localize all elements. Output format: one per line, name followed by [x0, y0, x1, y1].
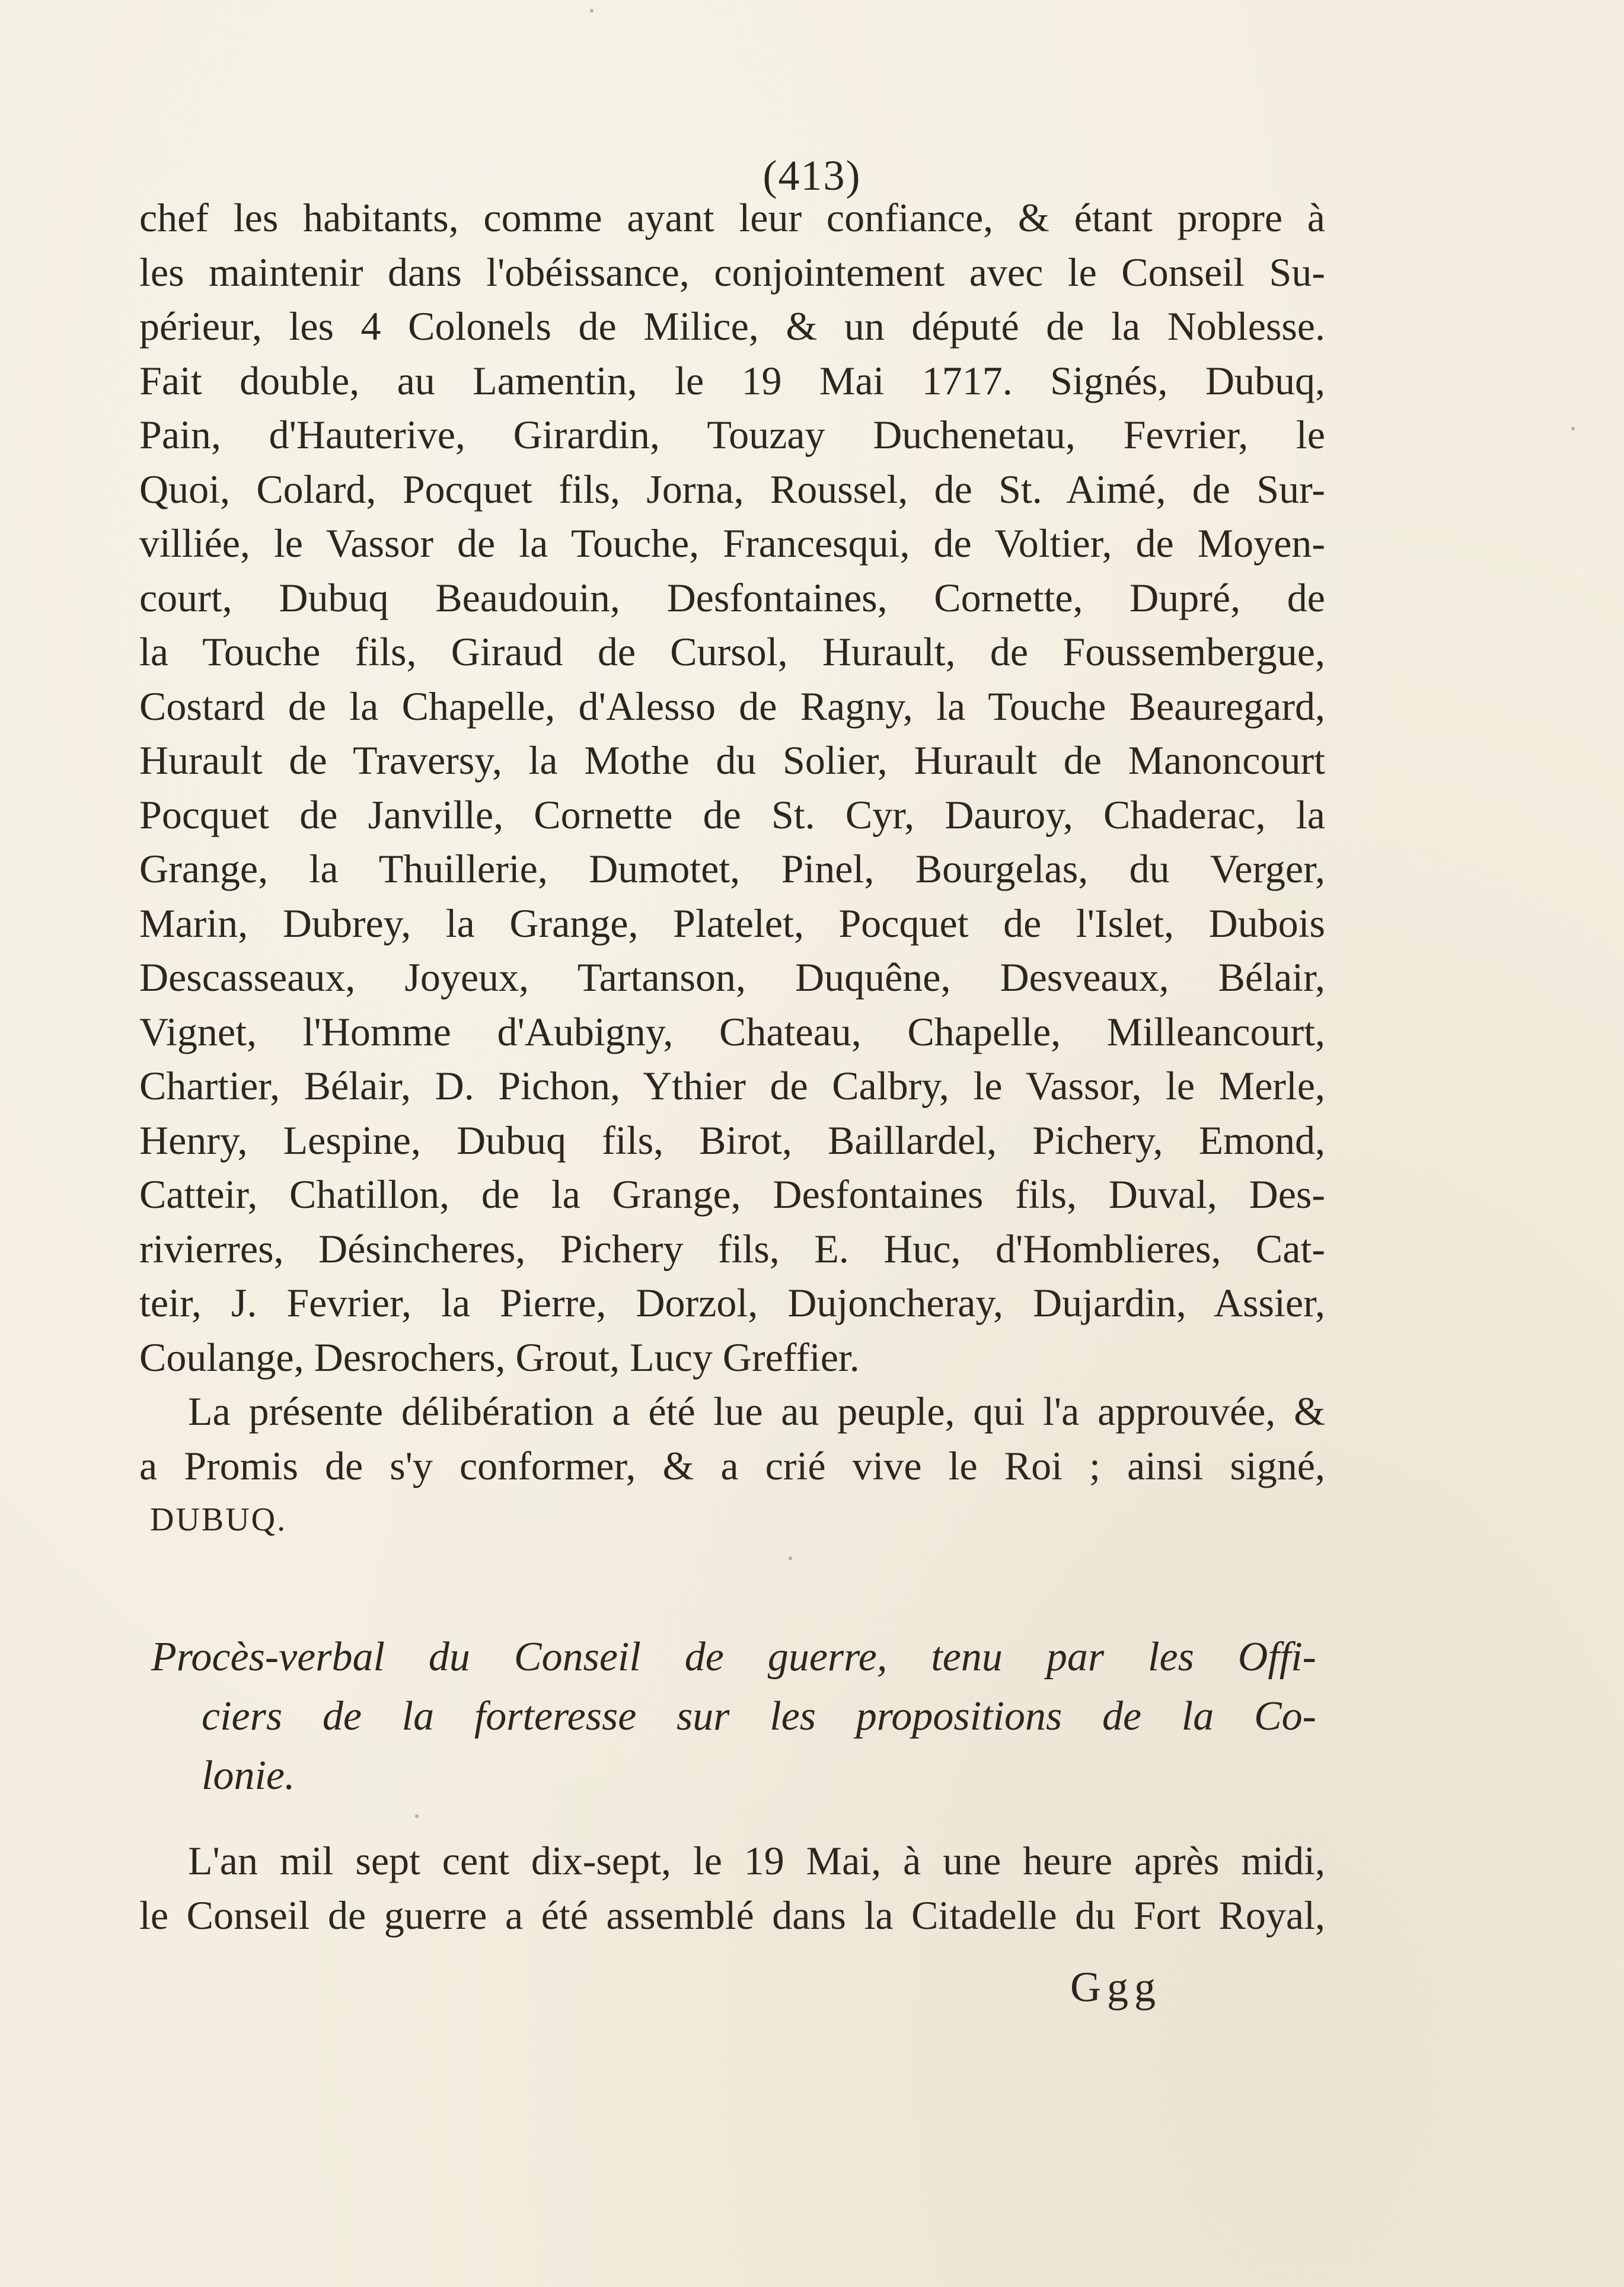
catchword: Ggg [1070, 1963, 1162, 2011]
text-line: court, Dubuq Beaudouin, Desfontaines, Cornette, Dupré, de [139, 575, 1325, 620]
heading-line: Procès-verbal du Conseil de guerre, tenu par les Offi- [151, 1634, 1316, 1680]
paper-speck [415, 1814, 419, 1818]
text-line: la Touche fils, Giraud de Cursol, Hurault, de Foussembergue, [139, 629, 1325, 674]
text-line: Costard de la Chapelle, d'Alesso de Ragny, la Touche Beauregard, [139, 683, 1325, 729]
text-line: périeur, les 4 Colonels de Milice, & un député de la Noblesse. [139, 304, 1325, 349]
text-line: Quoi, Colard, Pocquet fils, Jorna, Roussel, de St. Aimé, de Sur- [139, 466, 1325, 512]
heading-line: ciers de la forteresse sur les propositions de la Co- [202, 1693, 1316, 1739]
text-line: les maintenir dans l'obéissance, conjointement avec le Conseil Su- [139, 249, 1325, 295]
text-line: Descasseaux, Joyeux, Tartanson, Duquêne, Desveaux, Bélair, [139, 955, 1325, 1000]
text-line: teir, J. Fevrier, la Pierre, Dorzol, Dujoncheray, Dujardin, Assier, [139, 1280, 1325, 1325]
text-line: le Conseil de guerre a été assemblé dans la Citadelle du Fort Royal, [139, 1892, 1325, 1938]
paper-speck [1571, 427, 1575, 430]
resolution-line: La présente délibération a été lue au peuple, qui l'a approuvée, & [188, 1389, 1325, 1434]
paper-speck [789, 1556, 792, 1560]
page-number: (413) [762, 152, 862, 199]
text-line: Hurault de Traversy, la Mothe du Solier, Hurault de Manoncourt [139, 738, 1325, 783]
text-line: Fait double, au Lamentin, le 19 Mai 1717. Signés, Dubuq, [139, 358, 1325, 403]
section-heading [151, 1628, 1316, 1806]
text-line: L'an mil sept cent dix-sept, le 19 Mai, à une heure après midi, [188, 1838, 1325, 1883]
heading-line: lonie. [202, 1753, 295, 1798]
text-line: chef les habitants, comme ayant leur confiance, & étant propre à [139, 195, 1325, 240]
text-line: villiée, le Vassor de la Touche, Francesqui, de Voltier, de Moyen- [139, 521, 1325, 566]
text-line: rivierres, Désincheres, Pichery fils, E. Huc, d'Homblieres, Cat- [139, 1226, 1325, 1271]
text-line: Pain, d'Hauterive, Girardin, Touzay Duchenetau, Fevrier, le [139, 412, 1325, 457]
text-line: Vignet, l'Homme d'Aubigny, Chateau, Chapelle, Milleancourt, [139, 1009, 1325, 1054]
text-line: Chartier, Bélair, D. Pichon, Ythier de Calbry, le Vassor, le Merle, [139, 1063, 1325, 1108]
text-line: Coulange, Desrochers, Grout, Lucy Greffier. [139, 1334, 860, 1380]
paper-speck [590, 9, 594, 12]
text-line: Catteir, Chatillon, de la Grange, Desfontaines fils, Duval, Des- [139, 1172, 1325, 1217]
main-body-text [139, 191, 1325, 1548]
text-line: Marin, Dubrey, la Grange, Platelet, Pocquet de l'Islet, Dubois [139, 900, 1325, 946]
closing-text [139, 1834, 1325, 1942]
signature: DUBUQ. [150, 1501, 288, 1538]
text-line: Henry, Lespine, Dubuq fils, Birot, Baillardel, Pichery, Emond, [139, 1117, 1325, 1163]
text-line: Pocquet de Janville, Cornette de St. Cyr, Dauroy, Chaderac, la [139, 792, 1325, 837]
resolution-line: a Promis de s'y conformer, & a crié vive le Roi ; ainsi signé, [139, 1443, 1325, 1488]
text-line: Grange, la Thuillerie, Dumotet, Pinel, Bourgelas, du Verger, [139, 846, 1325, 891]
